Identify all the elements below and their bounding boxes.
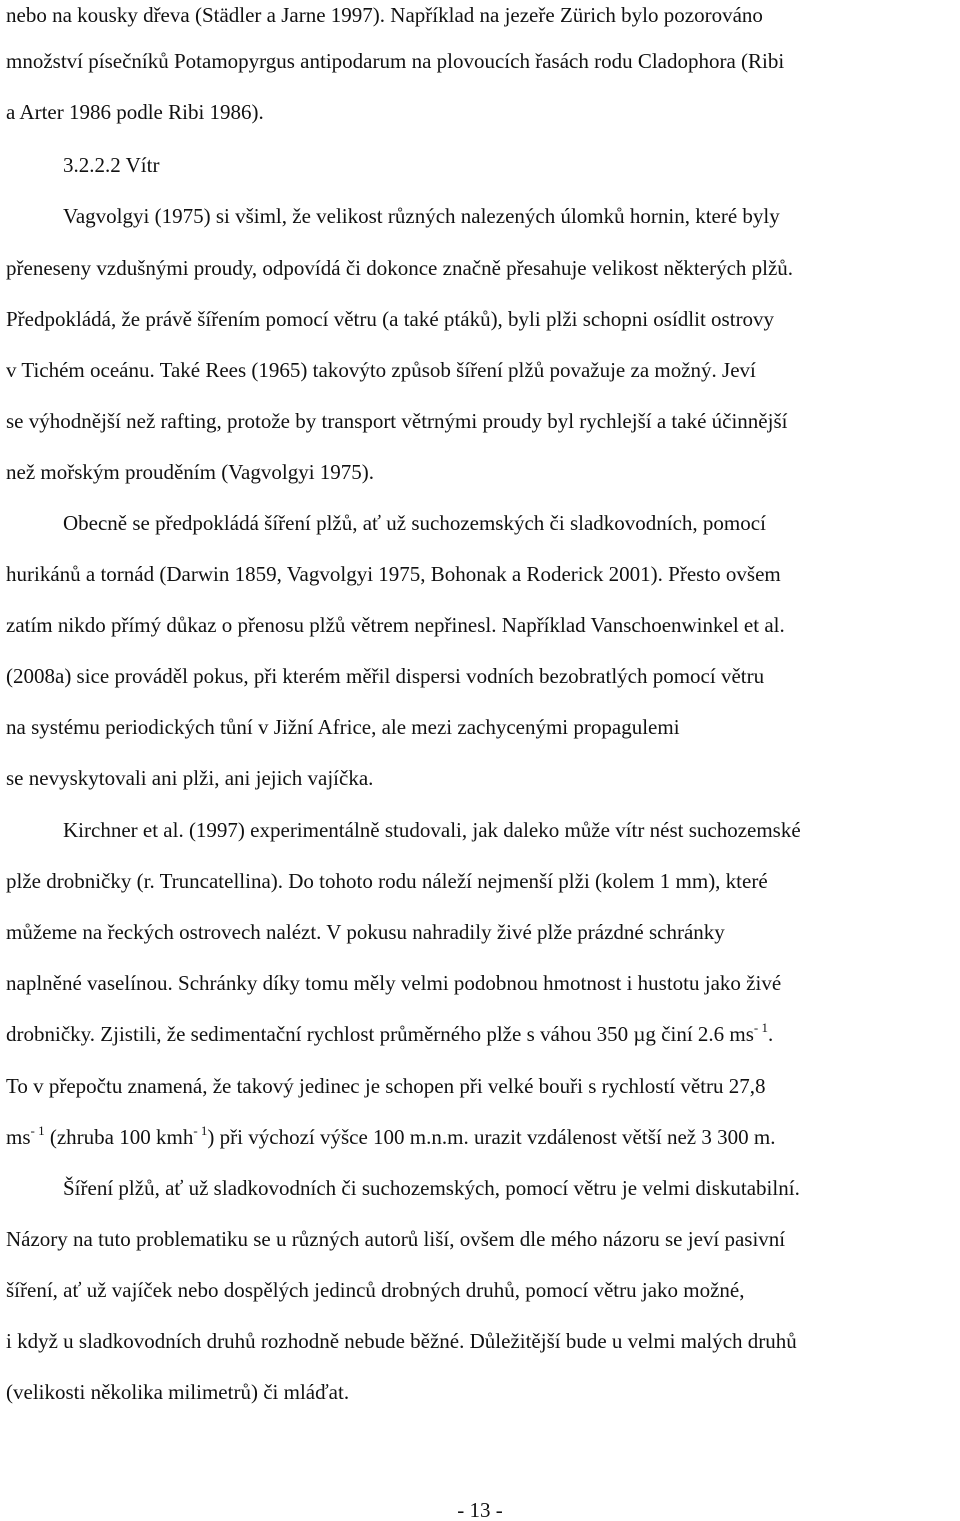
text-line: Kirchner et al. (1997) experimentálně studovali, jak daleko může vítr nést suchozemské (63, 818, 801, 842)
text-line: můžeme na řeckých ostrovech nalézt. V pokusu nahradily živé plže prázdné schránky (6, 920, 725, 944)
page-number: - 13 - (457, 1498, 503, 1521)
text-line: než mořským prouděním (Vagvolgyi 1975). (6, 460, 375, 484)
text-line: i když u sladkovodních druhů rozhodně nebude běžné. Důležitější bude u velmi malých druhů (6, 1329, 797, 1353)
text-line: naplněné vaselínou. Schránky díky tomu měly velmi podobnou hmotnost i hustotu jako živé (6, 971, 782, 995)
text-line: (2008a) sice prováděl pokus, při kterém měřil dispersi vodních bezobratlých pomocí větru (6, 664, 765, 688)
text-line: plže drobničky (r. Truncatellina). Do tohoto rodu náleží nejmenší plži (kolem 1 mm), které (6, 869, 768, 893)
text-line (6, 1021, 773, 1047)
text-line: na systému periodických tůní v Jižní Africe, ale mezi zachycenými propagulemi (6, 715, 680, 739)
text-line: v Tichém oceánu. Také Rees (1965) takovýto způsob šíření plžů považuje za možný. Jeví (6, 358, 756, 382)
text-line: přeneseny vzdušnými proudy, odpovídá či dokonce značně přesahuje velikost některých plžů. (6, 256, 794, 280)
text-fragment: . (768, 1022, 774, 1046)
text-fragment: ) při výchozí výšce 100 m.n.m. urazit vzdálenost větší než 3 300 m. (207, 1125, 776, 1149)
text-line: množství písečníků Potamopyrgus antipodarum na plovoucích řasách rodu Cladophora (Ribi (6, 49, 785, 73)
text-fragment: (zhruba 100 kmh (44, 1125, 194, 1149)
text-line: a Arter 1986 podle Ribi 1986). (6, 100, 264, 124)
text-fragment: drobničky. Zjistili, že sedimentační rychlost průměrného plže s váhou 350 µg činí 2.6 ms (6, 1022, 754, 1046)
superscript: - 1 (30, 1123, 45, 1138)
text-line (6, 1124, 775, 1150)
text-line: Názory na tuto problematiku se u různých autorů liší, ovšem dle mého názoru se jeví pasivní (6, 1227, 786, 1251)
superscript: - 1 (193, 1123, 208, 1138)
text-line: šíření, ať už vajíček nebo dospělých jedinců drobných druhů, pomocí větru jako možné, (6, 1278, 745, 1302)
text-line: Vagvolgyi (1975) si všiml, že velikost různých nalezených úlomků hornin, které byly (63, 204, 780, 228)
text-line: se nevyskytovali ani plži, ani jejich vajíčka. (6, 766, 374, 790)
text-line: To v přepočtu znamená, že takový jedinec je schopen při velké bouři s rychlostí větru 27,8 (6, 1074, 766, 1098)
section-heading: 3.2.2.2 Vítr (63, 153, 160, 177)
text-fragment: ms (6, 1125, 31, 1149)
text-line: se výhodnější než rafting, protože by transport větrnými proudy byl rychlejší a také účinnější (6, 409, 788, 433)
text-line: nebo na kousky dřeva (Städler a Jarne 1997). Například na jezeře Zürich bylo pozorováno (6, 3, 763, 27)
text-line: Šíření plžů, ať už sladkovodních či suchozemských, pomocí větru je velmi diskutabilní. (63, 1176, 800, 1200)
superscript: - 1 (753, 1020, 769, 1035)
text-line: zatím nikdo přímý důkaz o přenosu plžů větrem nepřinesl. Například Vanschoenwinkel et al. (6, 613, 785, 637)
text-line: (velikosti několika milimetrů) či mláďat. (6, 1380, 350, 1404)
text-line: Obecně se předpokládá šíření plžů, ať už suchozemských či sladkovodních, pomocí (63, 511, 766, 535)
text-line: hurikánů a tornád (Darwin 1859, Vagvolgyi 1975, Bohonak a Roderick 2001). Přesto ovšem (6, 562, 781, 586)
text-line: Předpokládá, že právě šířením pomocí větru (a také ptáků), byli plži schopni osídlit ostrovy (6, 307, 775, 331)
